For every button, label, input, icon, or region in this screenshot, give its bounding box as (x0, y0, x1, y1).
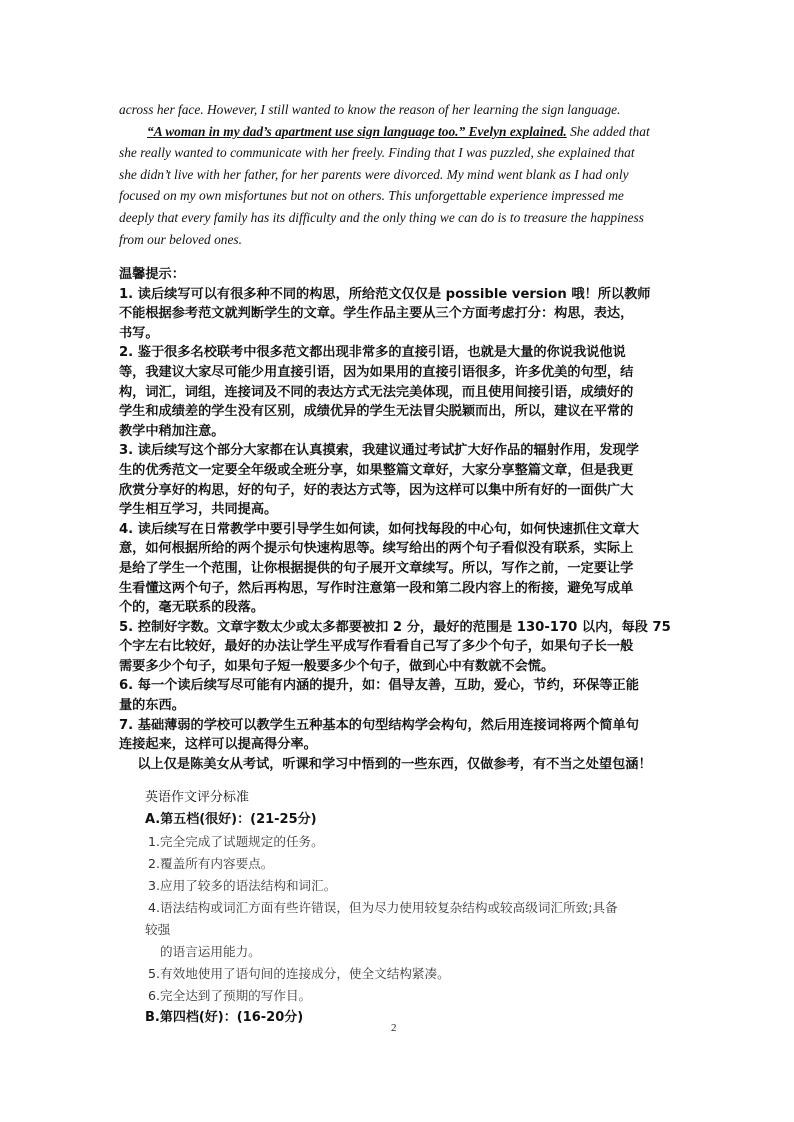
criteria-item: 2.覆盖所有内容要点。 (148, 856, 274, 871)
tip-line: 意，如何根据所给的两个提示句快速构思等。续写给出的两个句子看似没有联系，实际上 (119, 541, 634, 557)
tip-line: 个的，毫无联系的段落。 (119, 600, 265, 616)
tip-line: 7. 基础薄弱的学校可以教学生五种基本的句型结构学会构句，然后用连接词将两个简单句 (119, 717, 639, 733)
criteria-item: 4.语法结构或词汇方面有些许错误，但为尽力使用较复杂结构或较高级词汇所致;具备 (148, 900, 618, 915)
criteria-item-cont: 较强 (145, 922, 171, 937)
story-line-4: she didn’t live with her father, for her parents were divorced. My mind went blank as I had only (119, 166, 629, 182)
tip-line: 4. 读后续写在日常教学中要引导学生如何读，如何找每段的中心句，如何快速抓住文章大 (119, 521, 639, 537)
story-line-2 (147, 121, 679, 143)
tip-line: 构，词汇，词组，连接词及不同的表达方式无法完美体现，而且使用间接引语，成绩好的 (119, 384, 634, 400)
criteria-item: 1.完全完成了试题规定的任务。 (148, 834, 324, 849)
tip-line: 2. 鉴于很多名校联考中很多范文都出现非常多的直接引语，也就是大量的你说我说他说 (119, 345, 626, 361)
tip-line: 量的东西。 (119, 698, 185, 714)
tip-line: 生看懂这两个句子，然后再构思，写作时注意第一段和第二段内容上的衔接，避免写成单 (119, 580, 634, 596)
grade-b-heading: B.第四档(好)：(16-20分) (145, 1010, 304, 1025)
tip-line: 5. 控制好字数。文章字数太少或太多都要被扣 2 分，最好的范围是 130-170 以内，每段 75 (119, 619, 671, 635)
tip-line: 教学中稍加注意。 (119, 423, 225, 439)
story-quote: “A woman in my dad’s apartment use sign language too.” Evelyn explained. (147, 123, 567, 139)
criteria-item: 6.完全达到了预期的写作目。 (148, 988, 312, 1003)
tip-line: 是给了学生一个范围，让你根据提供的句子展开文章续写。所以，写作之前，一定要让学 (119, 560, 634, 576)
tip-line: 学生相互学习，共同提高。 (119, 502, 278, 518)
tips-title: 温馨提示： (119, 267, 185, 282)
tip-line: 1. 读后续写可以有很多种不同的构思，所给范文仅仅是 possible version 哦！所以教师 (119, 286, 651, 302)
tip-line: 等，我建议大家尽可能少用直接引语，因为如果用的直接引语很多，许多优美的句型，结 (119, 364, 634, 380)
tip-line: 不能根据参考范文就判断学生的文章。学生作品主要从三个方面考虑打分：构思，表达， (119, 306, 634, 322)
story-line-7: from our beloved ones. (119, 231, 242, 247)
tip-line: 生的优秀范文一定要全年级或全班分享，如果整篇文章好，大家分享整篇文章，但是我更 (119, 462, 634, 478)
tip-line: 3. 读后续写这个部分大家都在认真摸索，我建议通过考试扩大好作品的辐射作用，发现学 (119, 443, 639, 459)
story-line-1: across her face. However, I still wanted to know the reason of her learning the sign language. (119, 102, 621, 117)
criteria-section (145, 787, 685, 1029)
criteria-item: 5.有效地使用了语句间的连接成分，使全文结构紧凑。 (148, 966, 450, 981)
page-number: 2 (391, 1022, 397, 1034)
grade-a-heading: A.第五档(很好)：(21-25分) (145, 812, 317, 827)
tip-closing-line: 以上仅是陈美女从考试，听课和学习中悟到的一些东西，仅做参考，有不当之处望包涵！ (119, 756, 652, 772)
tip-line: 欣赏分享好的构思，好的句子，好的表达方式等，因为这样可以集中所有好的一面供广大 (119, 482, 634, 498)
tips-section (119, 265, 679, 774)
story-line-2-rest: She added that (566, 123, 650, 139)
tip-line: 连接起来，这样可以提高得分率。 (119, 737, 317, 753)
tip-line: 书写。 (119, 325, 159, 341)
criteria-item-cont: 的语言运用能力。 (160, 944, 261, 959)
story-line-6: deeply that every family has its difficulty and the only thing we can do is to treasure the happiness (119, 210, 644, 225)
tip-line: 学生和成绩差的学生没有区别，成绩优异的学生无法冒尖脱颖而出，所以，建议在平常的 (119, 404, 634, 420)
criteria-item: 3.应用了较多的语法结构和词汇。 (148, 878, 337, 893)
tip-line: 6. 每一个读后续写尽可能有内涵的提升，如：倡导友善，互助，爱心，节约，环保等正能 (119, 678, 639, 694)
story-line-5: focused on my own misfortunes but not on others. This unforgettable experience impressed me (119, 188, 624, 204)
tip-line: 个字左右比较好，最好的办法让学生平成写作看看自己写了多少个句子，如果句子长一般 (119, 639, 634, 655)
criteria-title: 英语作文评分标准 (145, 790, 250, 805)
tip-line: 需要多少个句子，如果句子短一般要多少个句子，做到心中有数就不会慌。 (119, 658, 555, 674)
story-line-3: she really wanted to communicate with her freely. Finding that I was puzzled, she explained that (119, 145, 635, 161)
